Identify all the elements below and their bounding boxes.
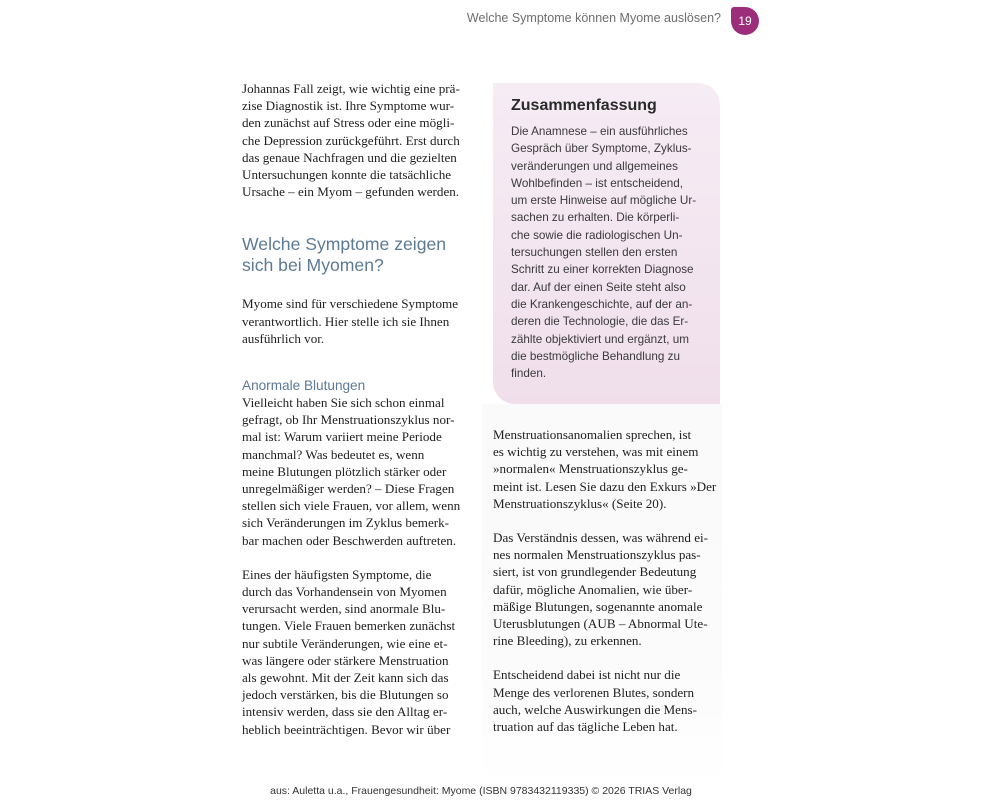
text-line: gefragt, ob Ihr Menstruationszyklus nor-	[242, 412, 455, 428]
text-line: mäßige Blutungen, sogenannte anomale	[493, 598, 703, 614]
text-line: Uterusblutungen (AUB – Abnormal Ute-	[493, 616, 708, 632]
text-line: Schritt zu einer korrekten Diagnose	[511, 263, 694, 277]
text-line: stellen sich viele Frauen, vor allem, wenn	[242, 498, 461, 514]
bleeding-paragraph-1	[242, 394, 474, 549]
intro-paragraph	[242, 80, 474, 200]
text-line: sich Veränderungen im Zyklus bemerk-	[242, 515, 450, 531]
text-line: heblich beeinträchtigen. Bevor wir über	[242, 721, 451, 737]
text-line: ausführlich vor.	[242, 330, 325, 346]
left-column	[242, 80, 474, 738]
text-line: verantwortlich. Hier stelle ich sie Ihnen	[242, 313, 450, 329]
text-line: die Krankengeschichte, auf der an-	[511, 297, 693, 311]
text-line: als gewohnt. Mit der Zeit kann sich das	[242, 670, 449, 686]
text-line: che Depression zurückgeführt. Erst durch	[242, 132, 460, 148]
text-line: Ursache – ein Myom – gefunden werden.	[242, 184, 460, 200]
text-line: manchmal? Was bedeutet es, wenn	[242, 446, 425, 462]
text-line: die bestmögliche Behandlung zu	[511, 349, 680, 363]
text-line: Menge des verlorenen Blutes, sondern	[493, 684, 695, 700]
text-line: Die Anamnese – ein ausführliches	[511, 125, 688, 138]
text-line: Wohlbefinden – ist entscheidend,	[511, 176, 683, 190]
text-line: Das Verständnis dessen, was während ei-	[493, 530, 709, 546]
text-line: Welche Symptome zeigen	[242, 234, 447, 255]
text-line: intensiv werden, dass sie den Alltag er-	[242, 704, 448, 720]
text-line: jedoch verstärken, bis die Blutungen so	[242, 687, 449, 703]
text-line: veränderungen und allgemeines	[511, 159, 678, 173]
text-line: rine Bleeding), zu erkennen.	[493, 633, 642, 649]
text-line: Untersuchungen konnte die tatsächliche	[242, 167, 452, 183]
text-line: Johannas Fall zeigt, wie wichtig eine prä-	[242, 81, 460, 96]
text-line: durch das Vorhandensein von Myomen	[242, 584, 447, 600]
right-column	[493, 426, 725, 735]
footer-citation: aus: Auletta u.a., Frauengesundheit: Myome (ISBN 9783432119335) © 2026 TRIAS Verlag	[270, 785, 692, 797]
text-line: Gespräch über Symptome, Zyklus-	[511, 142, 692, 156]
text-line: verursacht werden, sind anormale Blu-	[242, 601, 446, 617]
section-heading	[242, 234, 474, 276]
text-line: Eines der häufigsten Symptome, die	[242, 566, 432, 582]
text-line: auch, welche Auswirkungen die Mens-	[493, 701, 697, 717]
text-line: das genaue Nachfragen und die gezielten	[242, 149, 457, 165]
right-paragraph-1	[493, 426, 725, 512]
subheading: Anormale Blutungen	[242, 378, 366, 394]
text-line: Vielleicht haben Sie sich schon einmal	[242, 395, 445, 411]
text-line: zise Diagnostik ist. Ihre Symptome wur-	[242, 98, 455, 114]
summary-text	[511, 123, 702, 382]
text-line: truation auf das tägliche Leben hat.	[493, 719, 678, 735]
text-line: Entscheidend dabei ist nicht nur die	[493, 667, 681, 683]
text-line: meint ist. Lesen Sie dazu den Exkurs »Der	[493, 478, 717, 494]
text-line: meine Blutungen plötzlich stärker oder	[242, 463, 447, 479]
text-line: um erste Hinweise auf mögliche Ur-	[511, 194, 697, 208]
text-line: Menstruationszyklus« (Seite 20).	[493, 495, 667, 511]
text-line: nur subtile Veränderungen, wie eine et-	[242, 635, 448, 651]
text-line: siert, ist von grundlegender Bedeutung	[493, 564, 697, 580]
text-line: sich bei Myomen?	[242, 255, 384, 276]
running-title: Welche Symptome können Myome auslösen?	[466, 11, 721, 25]
text-line: bar machen oder Beschwerden auftreten.	[242, 532, 457, 548]
text-line: tungen. Viele Frauen bemerken zunächst	[242, 618, 456, 634]
text-line: mal ist: Warum variiert meine Periode	[242, 429, 442, 445]
text-line: es wichtig zu verstehen, was mit einem	[493, 444, 699, 460]
text-line: Menstruationsanomalien sprechen, ist	[493, 427, 692, 442]
text-line: deren die Technologie, die das Er-	[511, 315, 689, 329]
right-paragraph-2	[493, 529, 725, 649]
text-line: nes normalen Menstruationszyklus pas-	[493, 547, 701, 563]
text-line: »normalen« Menstruationszyklus ge-	[493, 461, 688, 477]
text-line: zählte objektiviert und ergänzt, um	[511, 332, 690, 346]
bleeding-paragraph-2	[242, 566, 474, 738]
summary-box	[493, 83, 720, 404]
right-paragraph-3	[493, 666, 725, 735]
summary-title: Zusammenfassung	[511, 97, 657, 114]
section-intro-paragraph	[242, 295, 474, 347]
text-line: den zunächst auf Stress oder eine mögli-	[242, 115, 455, 131]
text-line: unregelmäßiger werden? – Diese Fragen	[242, 481, 455, 497]
page-number-badge: 19	[731, 7, 759, 35]
text-line: che sowie die radiologischen Un-	[511, 228, 683, 242]
text-line: dafür, mögliche Anomalien, wie über-	[493, 581, 693, 597]
text-line: Myome sind für verschiedene Symptome	[242, 296, 459, 312]
text-line: tersuchungen stellen den ersten	[511, 246, 678, 260]
text-line: was längere oder stärkere Menstruation	[242, 652, 449, 668]
text-line: finden.	[511, 367, 547, 381]
text-line: sachen zu erhalten. Die körperli-	[511, 211, 680, 225]
text-line: dar. Auf der einen Seite steht also	[511, 280, 686, 294]
